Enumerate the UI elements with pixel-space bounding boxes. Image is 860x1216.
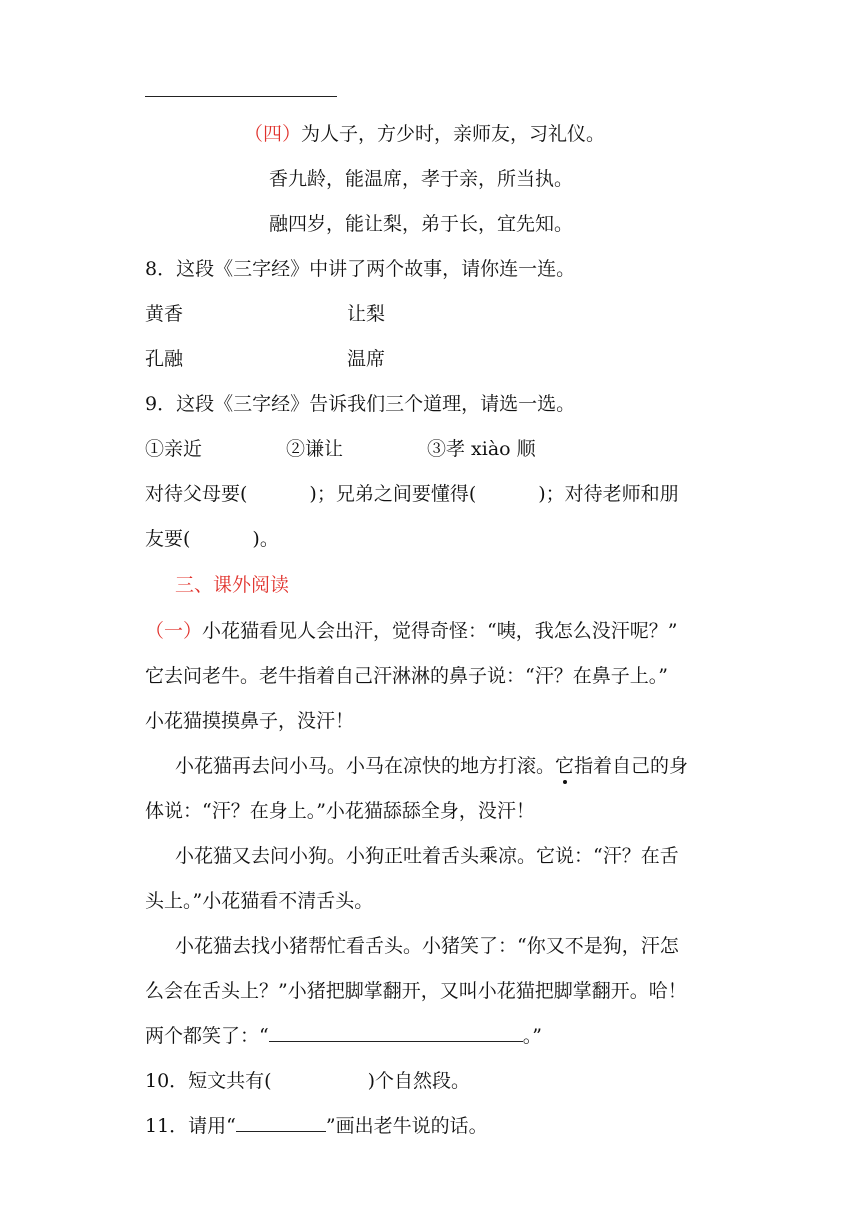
passage-p3-line-2: 头上。”小花猫看不清舌头。 [145,890,374,912]
passage-p3-line-1: 小花猫又去问小狗。小狗正吐着舌头乘凉。它说：“汗？在舌 [175,845,679,867]
poem-text-1: 为人子，方少时，亲师友，习礼仪。 [301,123,606,145]
match-left-1[interactable]: 黄香 [145,303,184,325]
match-left-2[interactable]: 孔融 [145,348,184,370]
passage-p1-line-2: 它去问老牛。老牛指着自己汗淋淋的鼻子说：“汗？在鼻子上。” [145,665,668,687]
match-right-2[interactable]: 温席 [347,348,386,370]
question-11: 11．请用“ ”画出老牛说的话。 [145,1115,488,1137]
option-2: ②谦让 [286,438,344,460]
option-3: ③孝 xiào 顺 [427,438,536,460]
passage-p4-line-2: 么会在舌头上？”小猪把脚掌翻开，又叫小花猫把脚掌翻开。哈！ [145,980,687,1002]
question-10: 10．短文共有( )个自然段。 [145,1070,471,1092]
passage-p4-line-3: 两个都笑了：“ 。” [145,1025,542,1047]
section-three-heading: 三、课外阅读 [175,574,290,596]
match-right-1[interactable]: 让梨 [347,303,386,325]
poem-line-3: 融四岁，能让梨，弟于长，宜先知。 [269,213,574,235]
q9-fill-line-2: 友要( )。 [145,528,279,550]
passage-p4-line-1: 小花猫去找小猪帮忙看舌头。小猪笑了：“你又不是狗，汗怎 [175,935,679,957]
passage-p2-line-2: 体说：“汗？在身上。”小花猫舔舔全身，没汗！ [145,800,535,822]
underline-sample [236,1113,326,1132]
passage-p1-line-3: 小花猫摸摸鼻子，没汗！ [145,710,355,732]
poem-line-2: 香九龄，能温席，孝于亲，所当执。 [269,168,574,190]
emphasis-dot-char: 它 [555,755,575,777]
q9-fill-line-1: 对待父母要( )；兄弟之间要懂得( )；对待老师和朋 [145,483,679,505]
question-9: 9．这段《三字经》告诉我们三个道理，请选一选。 [145,393,576,415]
option-1: ①亲近 [145,438,203,460]
passage-p1-line-1: （一）小花猫看见人会出汗，觉得奇怪：“咦，我怎么没汗呢？” [145,620,678,642]
answer-underline-blank[interactable] [269,1023,523,1042]
poem-line-1 [244,121,605,147]
passage-p2-line-1: 小花猫再去问小马。小马在凉快的地方打滚。它指着自己的身 [175,755,689,777]
section-four-label: （四） [244,123,302,145]
header-rule [145,96,337,97]
question-8: 8．这段《三字经》中讲了两个故事，请你连一连。 [145,258,576,280]
passage-label: （一） [145,620,203,642]
